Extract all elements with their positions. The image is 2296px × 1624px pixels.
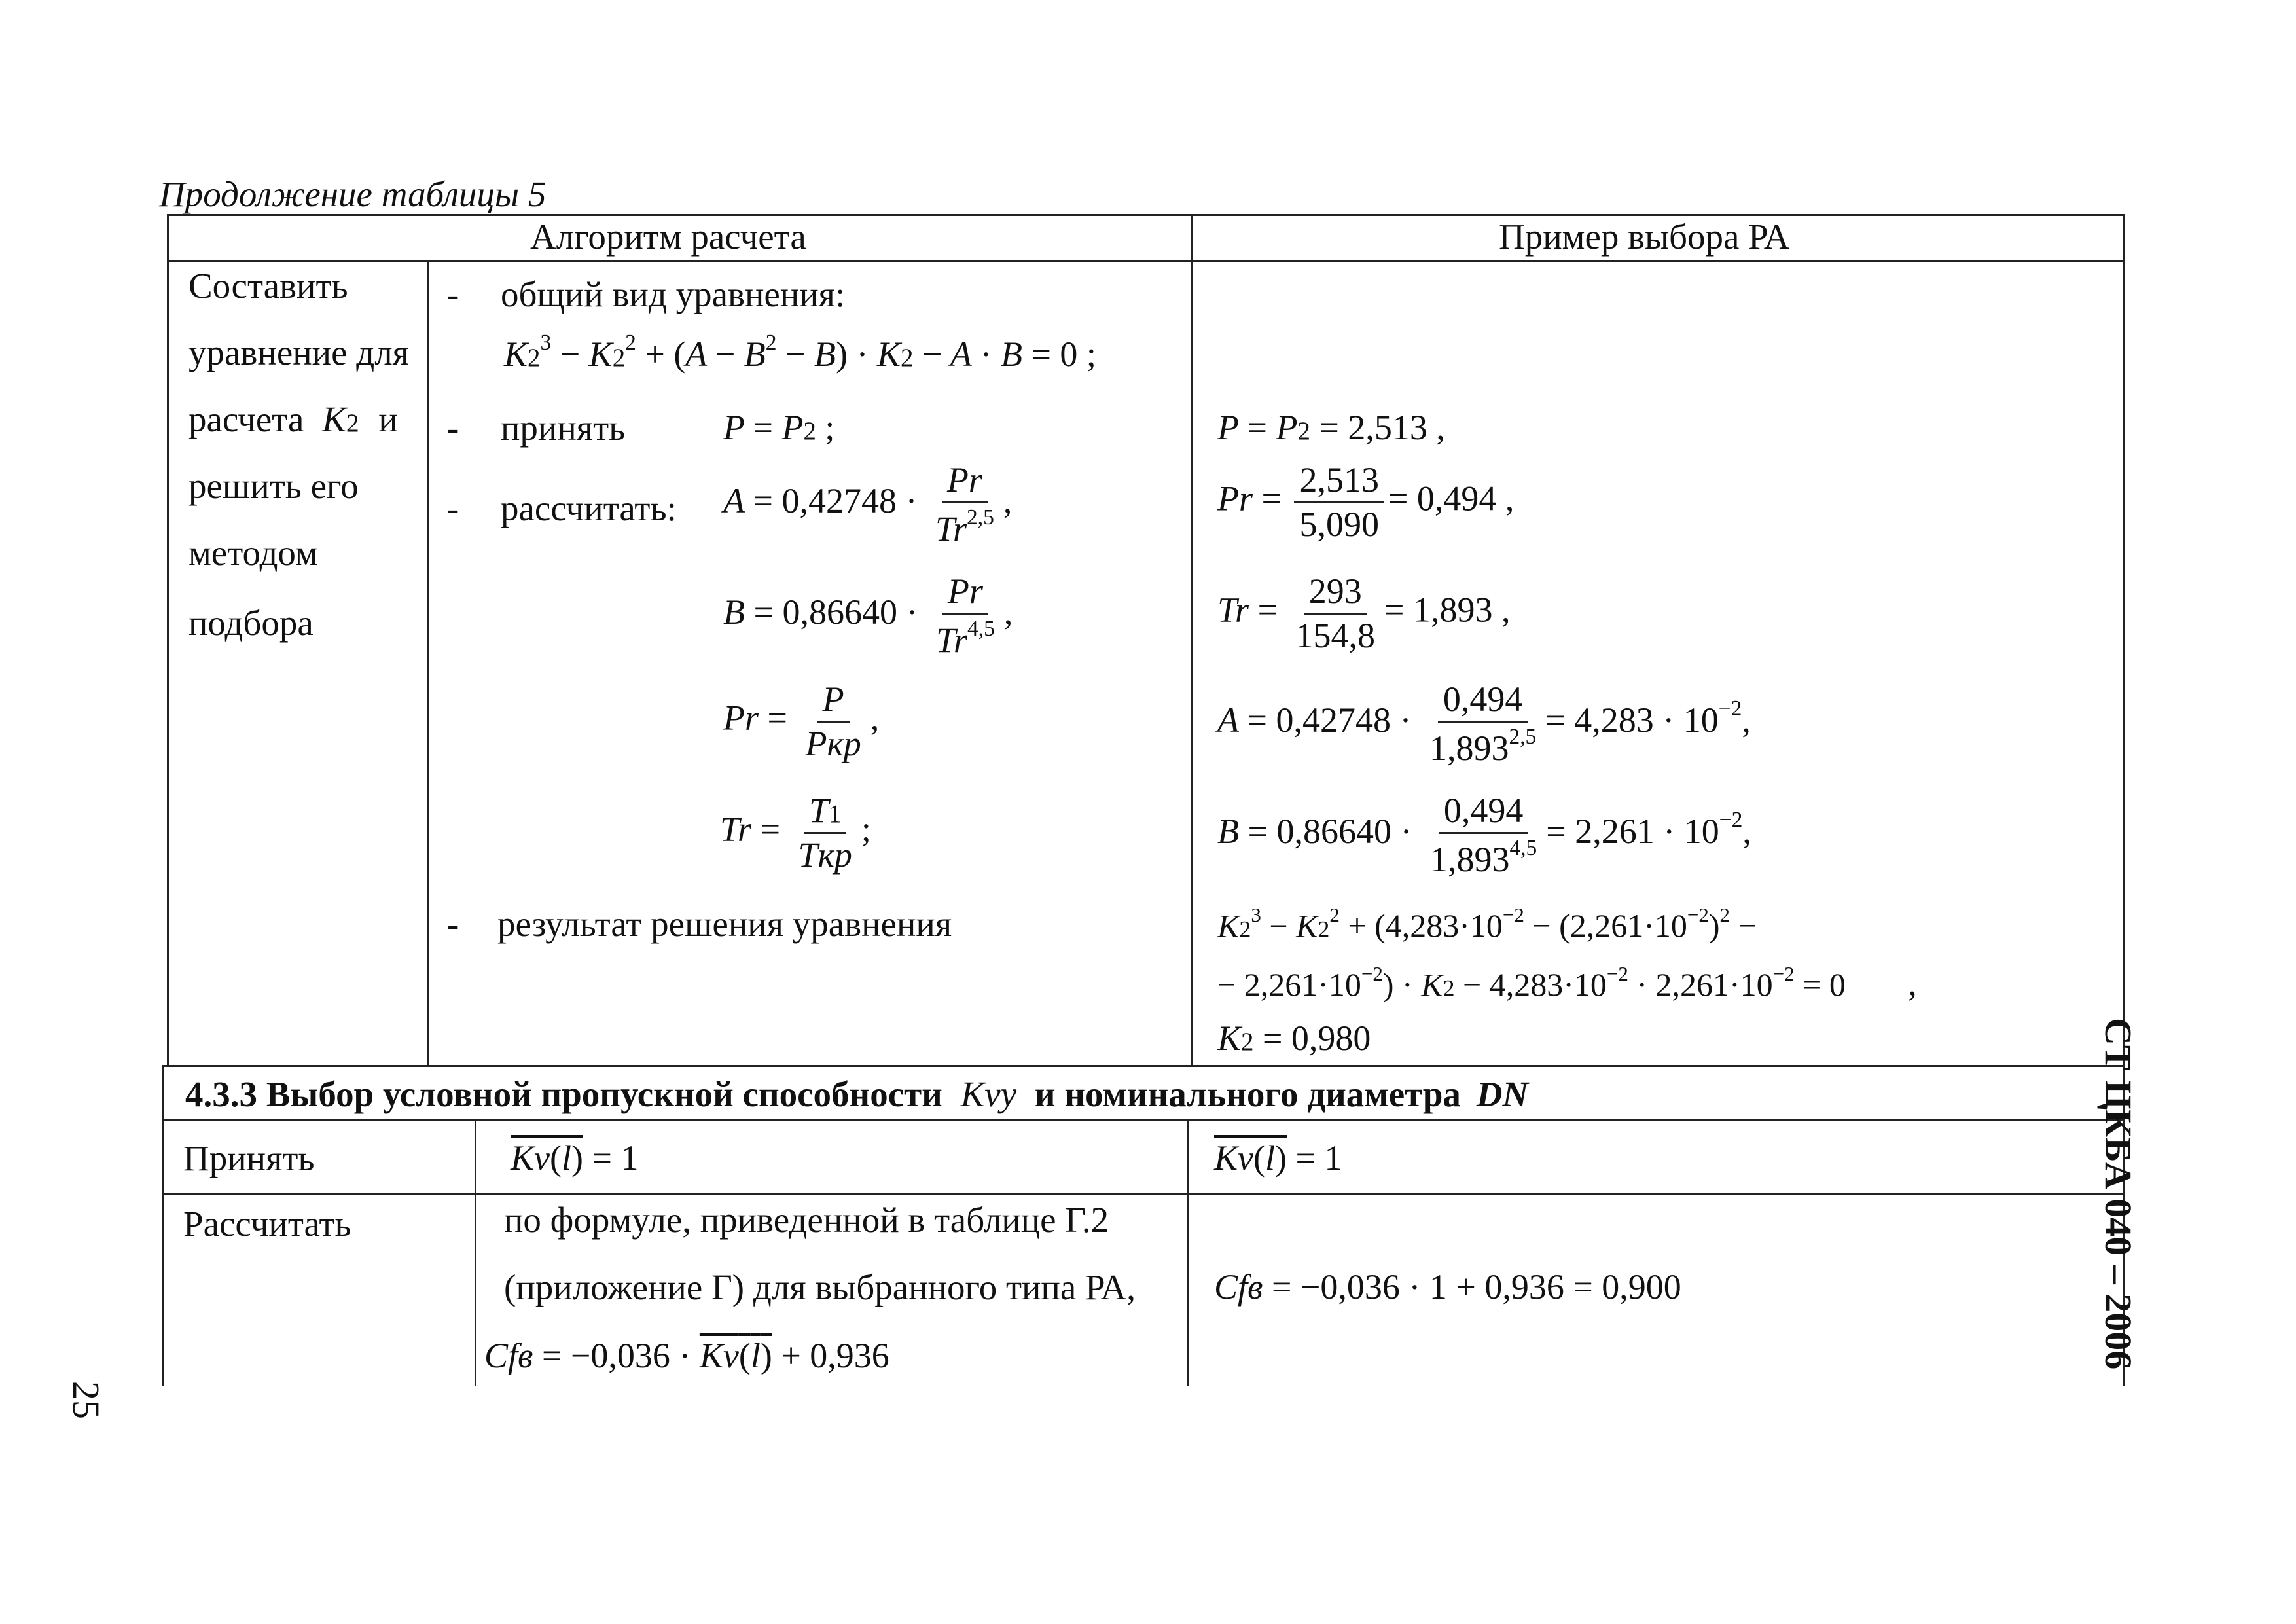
section-title: 4.3.3 Выбор условной пропускной способности Kvy и номинального диаметра DN bbox=[185, 1074, 1529, 1114]
item-result: результат решения уравнения bbox=[497, 904, 952, 944]
section-divider bbox=[162, 1119, 2125, 1121]
step-line-2: уравнение для bbox=[188, 333, 409, 372]
header-example: Пример выбора РА bbox=[1499, 217, 1790, 257]
eq-general: $K2^3 - K2^2 + (A - B^2 - B) \cdot K2 - A \cdot B = 0$ ; bbox=[504, 331, 1096, 374]
item-calculate: рассчитать: bbox=[501, 488, 677, 528]
dash-2: - bbox=[447, 408, 459, 448]
ex-result-comma: , bbox=[1908, 963, 1917, 1003]
block2-divider bbox=[162, 1193, 2125, 1195]
eq-tr: Tr = $\frac{T1}{\text{Tкр}}$ ; bbox=[720, 791, 871, 875]
k2-symbol: K2 bbox=[322, 399, 359, 439]
dn-symbol: DN bbox=[1476, 1074, 1529, 1114]
header-divider bbox=[167, 260, 2125, 262]
ex-tr: Tr = $\frac{293}{154,8}$ = 1,893 , bbox=[1217, 571, 1511, 655]
calc-text-line-1: по формуле, приведенной в таблице Г.2 bbox=[504, 1200, 1109, 1240]
table-caption: Продолжение таблицы 5 bbox=[159, 174, 547, 214]
eq-p: P = P2 ; bbox=[723, 408, 835, 447]
document-code: СТ ЦКБА 040 – 2006 bbox=[2097, 1018, 2140, 1370]
eq-a: A = 0,42748 · $\frac{Pr}{Tr^{2,5}}$ , bbox=[723, 460, 1013, 549]
item-general-form: общий вид уравнения: bbox=[501, 274, 846, 314]
calc-formula: Cfв = −0,036 · Kv(l) + 0,936 bbox=[484, 1336, 889, 1375]
kv-accept-alg: Kv(l) = 1 bbox=[511, 1138, 639, 1178]
kv-accept-ex: Kv(l) = 1 bbox=[1214, 1138, 1342, 1178]
ex-k2: K2 = 0,980 bbox=[1217, 1019, 1371, 1058]
dash-1: - bbox=[447, 274, 459, 314]
table-left-border-lower bbox=[162, 1065, 164, 1386]
calc-example: Cfв = −0,036 · 1 + 0,936 = 0,900 bbox=[1214, 1267, 1681, 1307]
step-line-3: расчета K2 и bbox=[188, 399, 398, 439]
step-line-5: методом bbox=[188, 533, 318, 573]
ex-result-line-2: − $2,261\cdot 10^{-2}) \cdot K2 - 4,283\cdot 10^{-2} \cdot 2,261\cdot 10^{-2} = 0$ bbox=[1217, 962, 1846, 1003]
kvy-symbol: Kvy bbox=[960, 1074, 1017, 1114]
ex-p: P = P2 = 2,513 , bbox=[1217, 408, 1445, 447]
step-line-1: Составить bbox=[188, 266, 348, 306]
column-divider-middle bbox=[1191, 214, 1193, 1065]
ex-a: A = 0,42748 · $\frac{0,494}{1,893^{2,5}}$ = $4,283 \cdot 10^{-2}$, bbox=[1217, 679, 1751, 768]
calc-text-line-2: (приложение Г) для выбранного типа РА, bbox=[504, 1267, 1136, 1307]
ex-result-line-1: $K2^3 - K2^2 + (4,283\cdot 10^{-2} - (2,261\cdot 10^{-2})^2$ − bbox=[1217, 903, 1757, 945]
header-algorithm: Алгоритм расчета bbox=[530, 217, 806, 257]
step-line-6: подбора bbox=[188, 603, 314, 643]
page-number: 25 bbox=[65, 1381, 107, 1419]
eq-pr: Pr = $\frac{P}{\text{Pкр}}$ , bbox=[723, 679, 880, 763]
item-accept: принять bbox=[501, 408, 626, 448]
table-left-border bbox=[167, 214, 169, 1065]
dash-4: - bbox=[447, 904, 459, 944]
column-divider-step bbox=[427, 260, 429, 1065]
column-divider-step-lower bbox=[475, 1119, 476, 1386]
step-calculate: Рассчитать bbox=[183, 1204, 351, 1244]
dash-3: - bbox=[447, 488, 459, 528]
block1-divider bbox=[162, 1065, 2125, 1067]
ex-pr: Pr = $\frac{2,513}{5,090}$ = 0,494 , bbox=[1217, 460, 1515, 544]
ex-b: B = 0,86640 · $\frac{0,494}{1,893^{4,5}}$ = $2,261 \cdot 10^{-2}$, bbox=[1217, 791, 1751, 879]
column-divider-middle-lower bbox=[1187, 1119, 1189, 1386]
step-line-4: решить его bbox=[188, 466, 359, 506]
step-accept: Принять bbox=[183, 1138, 315, 1178]
table-border-top bbox=[167, 214, 2125, 216]
eq-b: B = 0,86640 · $\frac{Pr}{Tr^{4,5}}$ , bbox=[723, 571, 1013, 660]
